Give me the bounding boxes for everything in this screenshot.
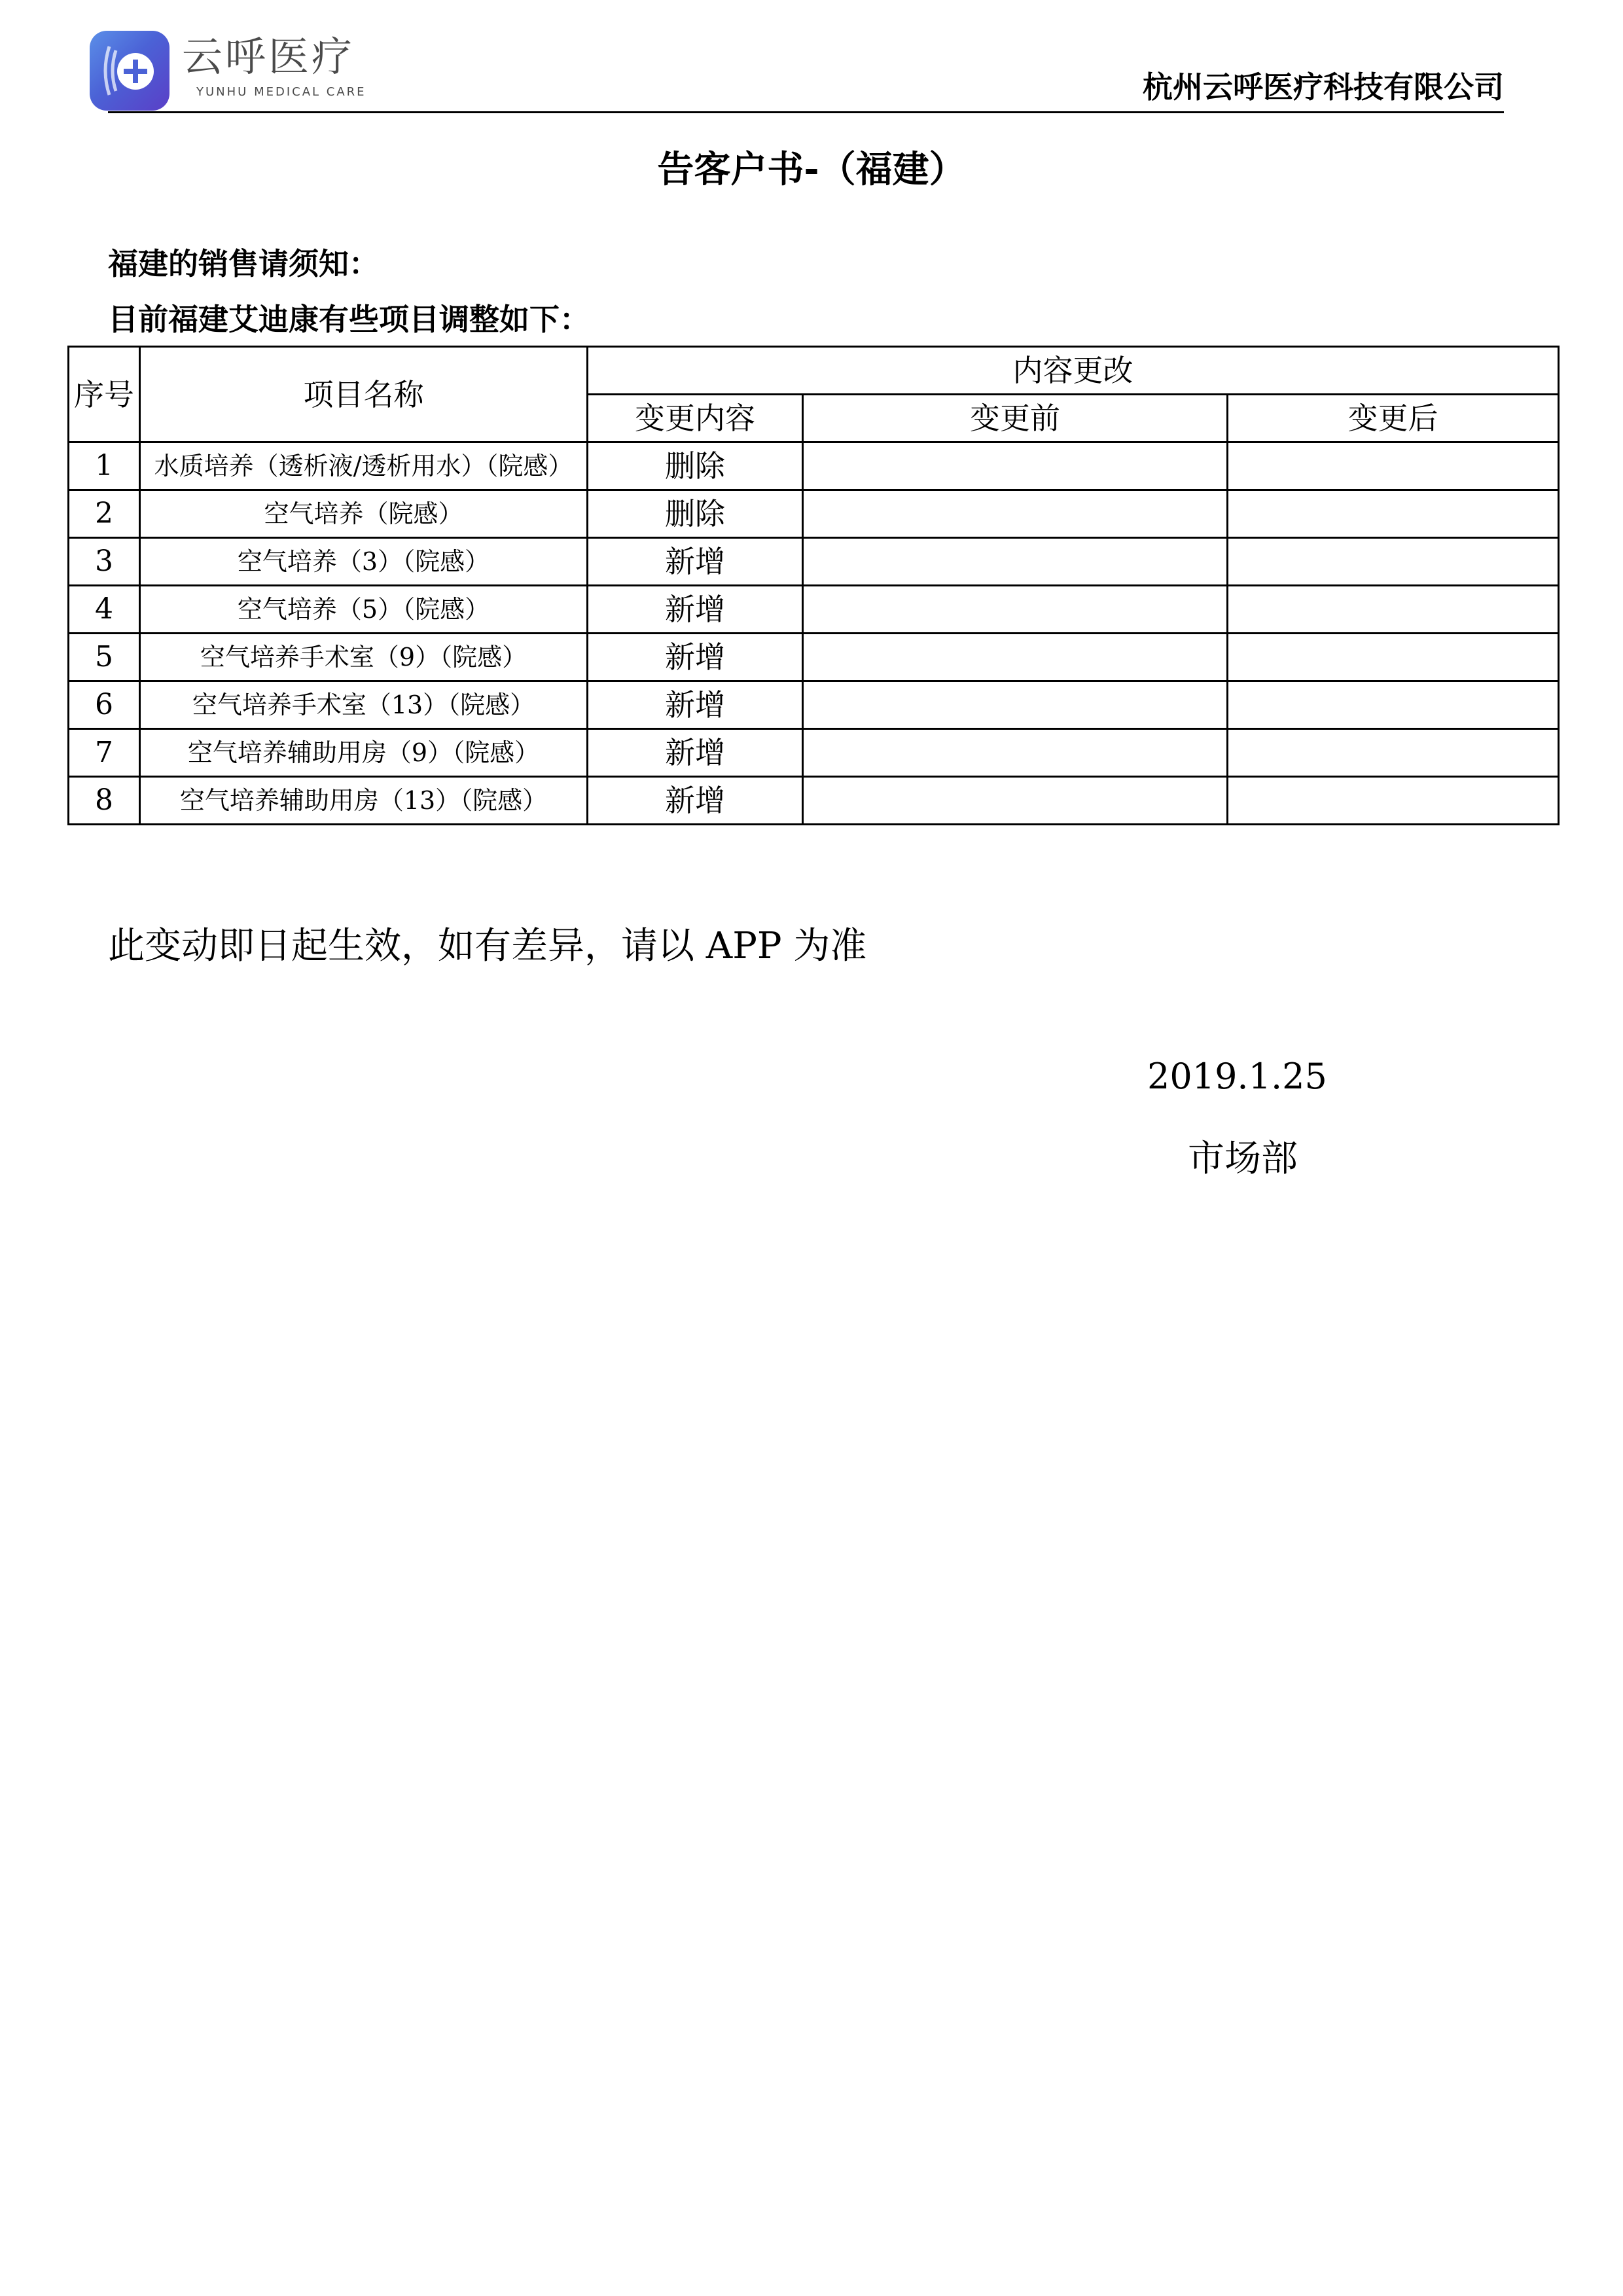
row-change-type: 新增 [588, 681, 803, 729]
intro-line-1: 福建的销售请须知： [108, 246, 379, 281]
row-project-name: 空气培养（5）（院感） [140, 586, 588, 634]
row-before [803, 729, 1228, 777]
document-date: 2019.1.25 [1147, 1056, 1327, 1097]
row-change-type: 删除 [588, 490, 803, 538]
row-after [1228, 681, 1559, 729]
row-project-name: 空气培养（3）（院感） [140, 538, 588, 586]
row-before [803, 777, 1228, 825]
row-project-name: 空气培养（院感） [140, 490, 588, 538]
row-change-type: 新增 [588, 729, 803, 777]
header-divider [108, 111, 1504, 113]
row-before [803, 634, 1228, 681]
row-index: 1 [69, 442, 140, 490]
row-after [1228, 442, 1559, 490]
row-project-name: 空气培养辅助用房（9）（院感） [140, 729, 588, 777]
table-row [69, 538, 1559, 586]
row-after [1228, 538, 1559, 586]
company-name: 杭州云呼医疗科技有限公司 [1143, 69, 1504, 105]
issuing-department: 市场部 [1188, 1138, 1298, 1180]
effective-notice: 此变动即日起生效，如有差异，请以 APP 为准 [108, 925, 867, 967]
table-row [69, 681, 1559, 729]
header-content-change: 内容更改 [588, 347, 1559, 395]
document-title: 告客户书-（福建） [657, 149, 966, 191]
row-index: 3 [69, 538, 140, 586]
company-logo-icon [90, 31, 169, 111]
row-before [803, 490, 1228, 538]
table-header-row [69, 347, 1559, 395]
row-before [803, 442, 1228, 490]
project-changes-table [67, 346, 1560, 825]
row-index: 8 [69, 777, 140, 825]
row-change-type: 新增 [588, 777, 803, 825]
header-before: 变更前 [803, 395, 1228, 442]
row-project-name: 空气培养手术室（9）（院感） [140, 634, 588, 681]
logo-wordmark: 云呼医疗 [182, 33, 355, 81]
row-project-name: 水质培养（透析液/透析用水）（院感） [140, 442, 588, 490]
row-project-name: 空气培养手术室（13）（院感） [140, 681, 588, 729]
row-after [1228, 490, 1559, 538]
row-index: 4 [69, 586, 140, 634]
intro-line-2: 目前福建艾迪康有些项目调整如下： [108, 302, 590, 337]
row-before [803, 681, 1228, 729]
table-row [69, 490, 1559, 538]
row-project-name: 空气培养辅助用房（13）（院感） [140, 777, 588, 825]
row-change-type: 新增 [588, 586, 803, 634]
row-after [1228, 729, 1559, 777]
table-row [69, 729, 1559, 777]
row-change-type: 新增 [588, 538, 803, 586]
table-row [69, 442, 1559, 490]
row-change-type: 删除 [588, 442, 803, 490]
header-after: 变更后 [1228, 395, 1559, 442]
row-before [803, 538, 1228, 586]
table-row [69, 777, 1559, 825]
row-after [1228, 777, 1559, 825]
header-change-type: 变更内容 [588, 395, 803, 442]
header-project-name: 项目名称 [140, 347, 588, 442]
row-before [803, 586, 1228, 634]
table-row [69, 634, 1559, 681]
row-after [1228, 586, 1559, 634]
header-index: 序号 [69, 347, 140, 442]
logo-subtitle: YUNHU MEDICAL CARE [196, 85, 366, 99]
row-after [1228, 634, 1559, 681]
table-row [69, 586, 1559, 634]
row-index: 6 [69, 681, 140, 729]
row-change-type: 新增 [588, 634, 803, 681]
row-index: 2 [69, 490, 140, 538]
row-index: 7 [69, 729, 140, 777]
row-index: 5 [69, 634, 140, 681]
